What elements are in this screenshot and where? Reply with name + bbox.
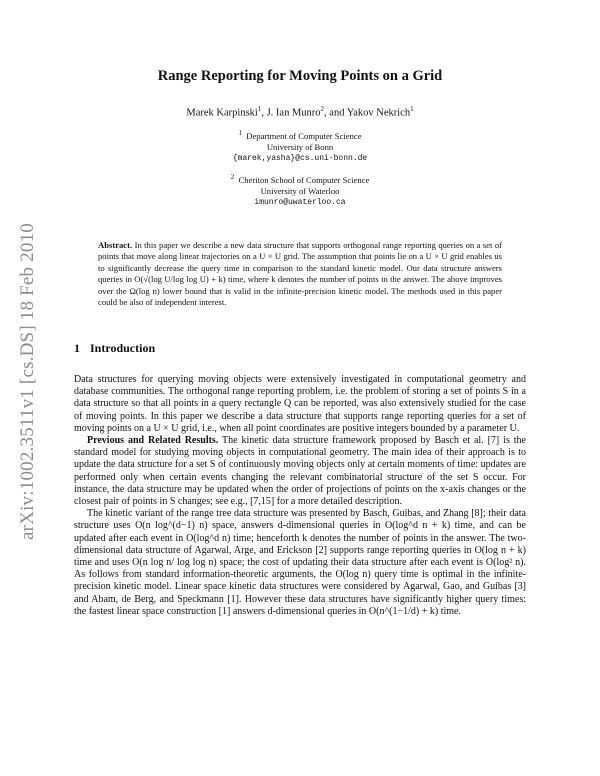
affiliation-institution: University of Bonn [266,142,334,153]
abstract-label: Abstract. [98,240,133,250]
author-affiliation-mark: 2 [320,105,325,113]
affiliation-institution: University of Waterloo [260,186,340,197]
section-heading [74,341,155,356]
affiliation-department: Department of Computer Science [246,130,362,141]
affiliation-email: {marek,yasha}@cs.uni-bonn.de [232,154,368,164]
abstract [98,240,502,308]
paragraph [74,508,526,618]
affiliation-department: Cheriton School of Computer Science [238,174,370,185]
affiliation-mark: 2 [230,173,235,181]
section-number: 1 [74,341,80,355]
author-separator: , [261,107,267,119]
author-name: Marek Karpinski [186,107,258,119]
affiliation-email: imunro@uwaterloo.ca [254,198,346,208]
paragraph [74,374,526,435]
paragraph-text: The kinetic variant of the range tree data structure was presented by Basch, Guibas, and Zhang [8]; their data structure uses O(n log^(d−1) n) space, answers d-dimensional queries in O(log^d n + k) time, and can be updated after each event in O(log^d n) time; henceforth k denotes the number of points in the answer. The two-dimensional data structure of Agarwal, Arge, and Erickson [2] supports range reporting queries in O(log n + k) time and uses O(n log n/ log log n) space; the cost of updating their data structure after each event is O(log² n). As follows from standard information-theoretic arguments, the O(log n) query time is optimal in the infinite-precision kinetic model. Linear space kinetic data structures were considered by Agarwal, Gao, and Guibas [3] and Abam, de Berg, and Speckmann [1]. However these data structures have significantly higher query times: the fastest linear space construction [1] answers d-dimensional queries in O(n^(1−1/d) + k) time. [74,508,526,617]
author-name: Yakov Nekrich [346,107,411,119]
paper-title: Range Reporting for Moving Points on a Grid [157,68,443,84]
section-title: Introduction [90,341,156,355]
affiliation-mark: 1 [238,129,242,137]
body-text [74,374,526,618]
author-affiliation-mark: 1 [410,105,414,113]
affiliation-1 [0,128,600,164]
paragraph-text: Data structures for querying moving objects were extensively investigated in computational geometry and database communities. The orthogonal range reporting problem, i.e. the problem of storing a set of points S in a data structure so that all points in a query rectangle Q can be reported, was also extensively studied for the case of moving points. In this paper we describe a data structure that supports range reporting queries for a set of moving points on a U × U grid, i.e., when all point coordinates are positive integers bounded by a parameter U. [74,374,526,434]
author-separator: , and [324,107,347,119]
affiliation-2 [0,172,600,208]
author-name: J. Ian Munro [266,107,321,119]
paragraph-lead: Previous and Related Results. [87,435,219,447]
author-list [0,105,600,119]
paragraph-text: The kinetic data structure framework proposed by Basch et al. [7] is the standard model for studying moving objects in computational geometry. The main idea of their approach is to update the data structure for a set S of continuously moving objects only at certain moments of time: updates are performed only when certain events changing the relevant combinatorial structure of the set S occur. For instance, the data structure may be updated when the order of projections of points on the x-axis changes or the closest pair of points in S changes; see e.g., [7,15] for a more detailed description. [74,435,526,508]
author-affiliation-mark: 1 [257,105,262,113]
paragraph [74,435,526,508]
abstract-text: In this paper we describe a new data structure that supports orthogonal range reporting queries on a set of points that move along linear trajectories on a U × U grid. The assumption that points lie on a U × U grid enables us to significantly decrease the query time in comparison to the standard kinetic model. Our data structure answers queries in O(√(log U/log log U) + k) time, where k denotes the number of points in the answer. The above improves over the Ω(log n) lower bound that is valid in the infinite-precision kinetic model. The methods used in this paper could be also of independent interest. [98,240,502,308]
arxiv-stamp: arXiv:1002.3511v1 [cs.DS] 18 Feb 2010 [17,222,38,540]
